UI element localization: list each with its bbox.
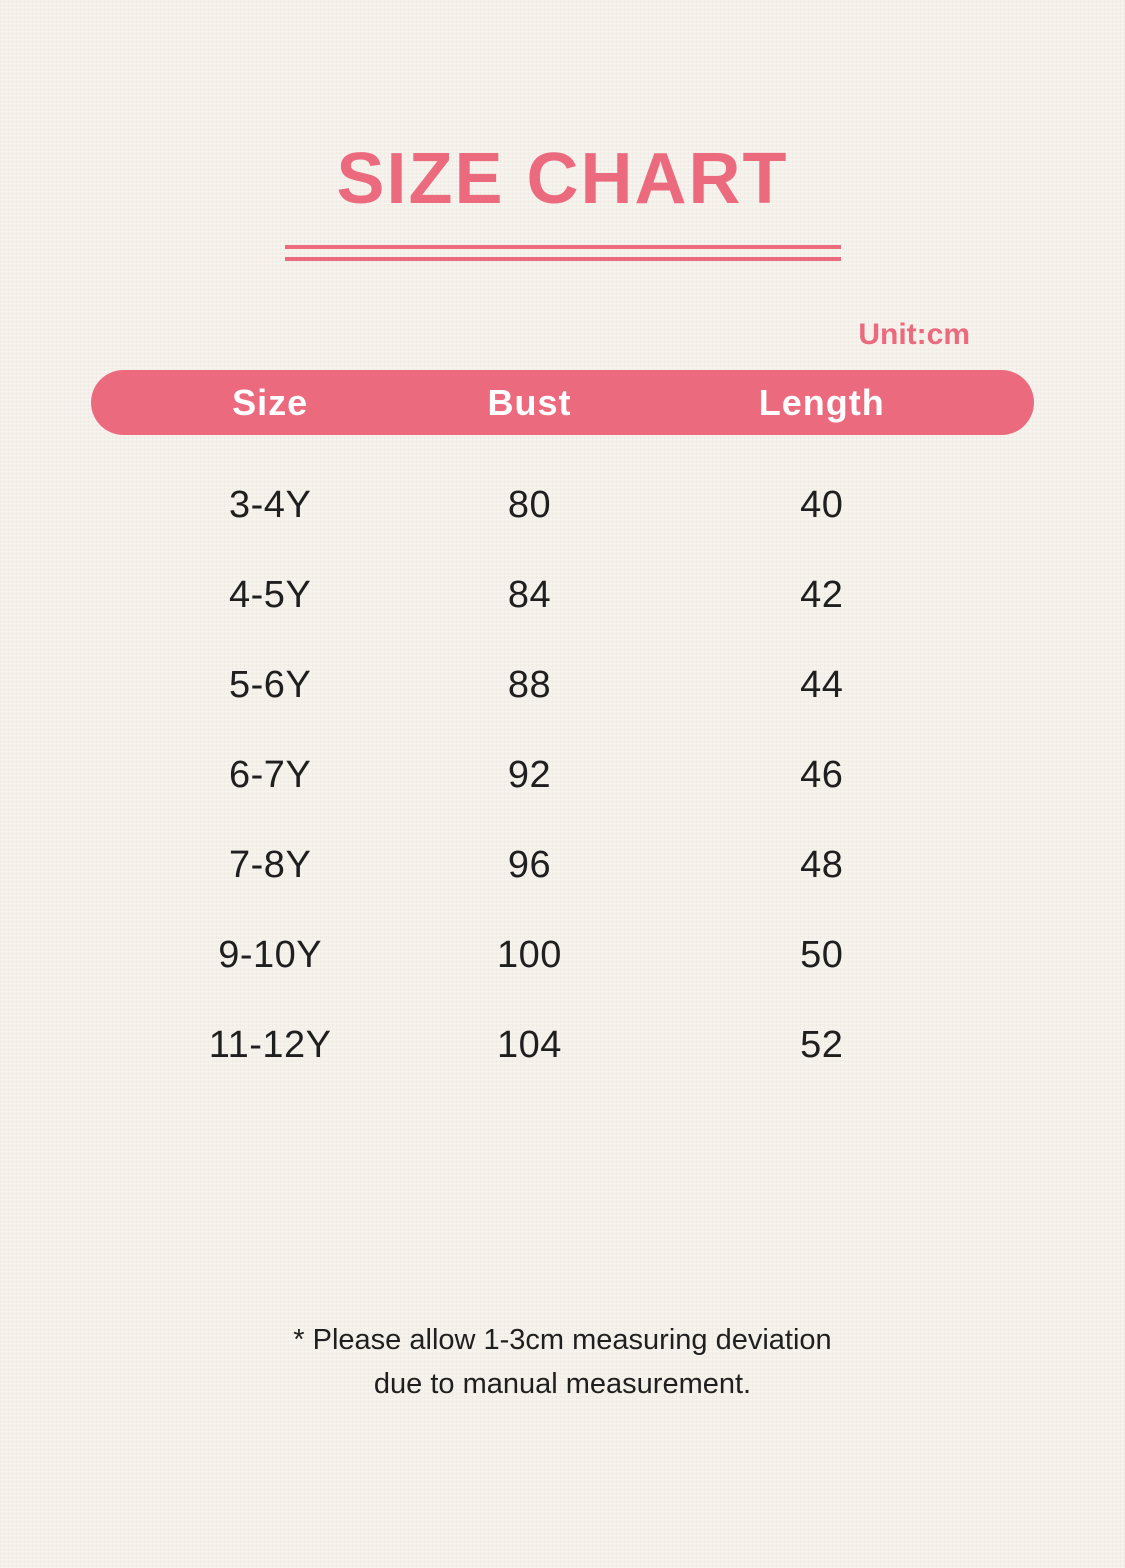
table-cell-size: 11-12Y [208, 1023, 332, 1066]
table-row [91, 460, 1034, 550]
column-header-length: Length [758, 381, 885, 423]
page-title: SIZE CHART [336, 139, 789, 219]
table-cell-length: 52 [800, 1023, 844, 1066]
table-row [91, 730, 1034, 820]
table-cell-bust: 92 [507, 753, 552, 796]
table-cell-length: 40 [800, 483, 844, 526]
table-cell-bust: 80 [507, 483, 552, 526]
table-cell-bust: 96 [507, 843, 552, 886]
table-row [91, 550, 1034, 640]
table-cell-length: 44 [800, 663, 844, 706]
table-cell-size: 5-6Y [229, 663, 312, 706]
column-header-bust: Bust [487, 381, 572, 423]
table-cell-size: 7-8Y [229, 843, 312, 886]
note-line-2: due to manual measurement. [373, 1368, 752, 1401]
table-body [91, 460, 1034, 1090]
table-cell-bust: 88 [507, 663, 552, 706]
table-header-row [91, 370, 1034, 435]
table-row [91, 820, 1034, 910]
title-divider [285, 245, 841, 261]
column-header-size: Size [232, 381, 309, 423]
table-cell-length: 46 [800, 753, 844, 796]
measurement-note [0, 1318, 1125, 1406]
note-line-1: * Please allow 1-3cm measuring deviation [293, 1324, 832, 1357]
table-row [91, 640, 1034, 730]
table-row [91, 910, 1034, 1000]
table-cell-size: 6-7Y [229, 753, 312, 796]
table-cell-length: 50 [800, 933, 844, 976]
table-cell-bust: 84 [507, 573, 552, 616]
table-cell-length: 48 [800, 843, 844, 886]
table-cell-size: 9-10Y [218, 933, 323, 976]
table-cell-bust: 100 [497, 933, 562, 976]
table-cell-bust: 104 [497, 1023, 562, 1066]
table-cell-size: 4-5Y [229, 573, 312, 616]
table-cell-size: 3-4Y [229, 483, 312, 526]
table-row [91, 1000, 1034, 1090]
unit-label: Unit:cm [858, 318, 970, 352]
table-cell-length: 42 [800, 573, 844, 616]
